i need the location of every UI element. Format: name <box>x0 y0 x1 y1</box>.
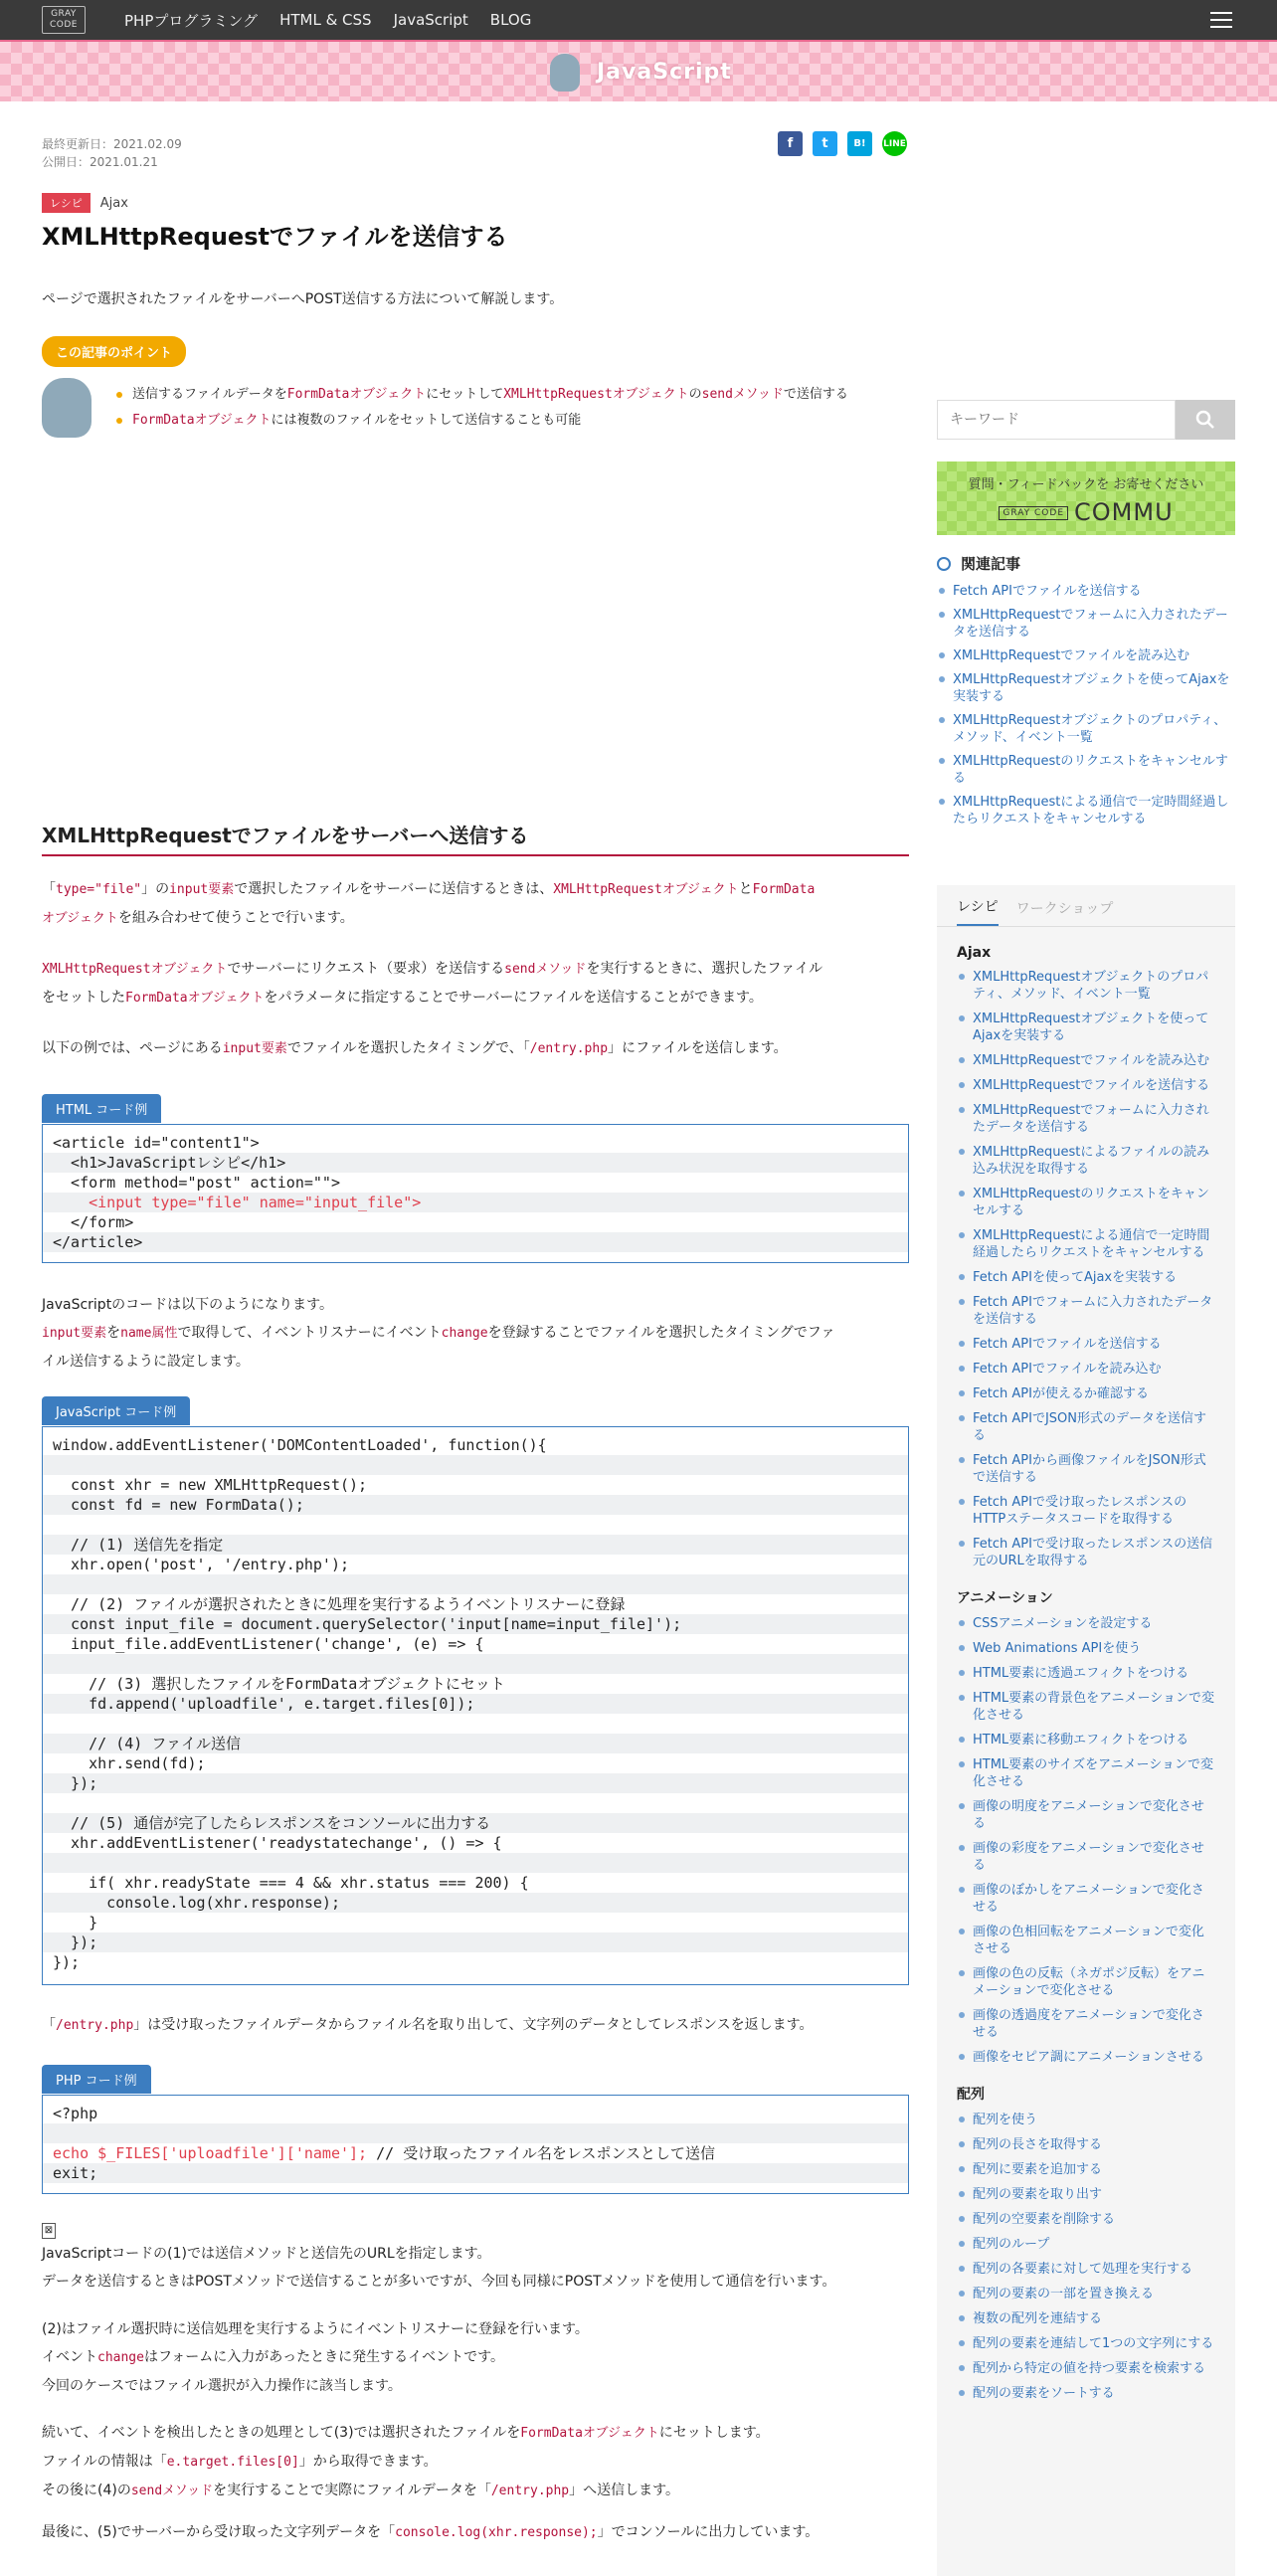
recipe-link[interactable]: 画像の色相回転をアニメーションで変化させる <box>957 1924 1215 1957</box>
recipe-link[interactable]: Fetch APIが使えるか確認する <box>957 1385 1215 1402</box>
related-item[interactable]: XMLHttpRequestによる通信で一定時間経過したらリクエストをキャンセルする <box>937 794 1235 828</box>
related-item[interactable]: XMLHttpRequestでファイルを読み込む <box>937 647 1235 664</box>
recipe-nav <box>937 885 1235 2576</box>
php-code-label: PHP コード例 <box>42 2065 151 2094</box>
recipe-link[interactable]: HTML要素に移動エフィクトをつける <box>957 1732 1215 1748</box>
related-title: 関連記事 <box>937 553 1020 574</box>
tab-workshop[interactable]: ワークショップ <box>1015 901 1114 917</box>
point-item: FormDataオブジェクトには複数のファイルをセットして送信することも可能 <box>116 408 848 434</box>
js-code-block: window.addEventListener('DOMContentLoaded', function(){ const xhr = new XMLHttpRequest(); const fd = new FormData(); // (1) 送信先を指定 xhr.open('post', '/entry.php'); // (2) ファイルが選択されたときに処理を実行するようイベントリスナーに登録 const input_file = document.querySelector('input[name=input_file]'); input_file.addEventListener('change', (e) => { // (3) 選択したファイルをFormDataオブジェクトにセット fd.append('uploadfile', e.target.files[0]); // (4) ファイル送信 xhr.send(fd); }); // (5) 通信が完了したらレスポンスをコンソールに出力する xhr.addEventListener('readystatechange', () => { if( xhr.readyState === 4 && xhr.status === 200) { console.log(xhr.response); } }); }); <box>42 1426 909 1985</box>
recipe-link[interactable]: HTML要素に透過エフィクトをつける <box>957 1665 1215 1682</box>
recipe-link[interactable]: Web Animations APIを使う <box>957 1640 1215 1657</box>
recipe-link[interactable]: 複数の配列を連結する <box>957 2310 1215 2327</box>
group-title: Ajax <box>957 945 992 961</box>
point-item: 送信するファイルデータをFormDataオブジェクトにセットしてXMLHttpRequestオブジェクトのsendメソッドで送信する <box>116 382 848 408</box>
search-button[interactable] <box>1176 400 1235 440</box>
recipe-link[interactable]: XMLHttpRequestのリクエストをキャンセルする <box>957 1186 1215 1219</box>
recipe-link[interactable]: 配列のループ <box>957 2236 1215 2253</box>
recipe-link[interactable]: HTML要素のサイズをアニメーションで変化させる <box>957 1756 1215 1790</box>
recipe-link[interactable]: XMLHttpRequestでフォームに入力されたデータを送信する <box>957 1102 1215 1136</box>
recipe-link[interactable]: 配列の要素を取り出す <box>957 2186 1215 2203</box>
point-label: この記事のポイント <box>42 336 186 367</box>
paragraph: XMLHttpRequestオブジェクトでサーバーにリクエスト（要求）を送信するsendメソッドを実行するときに、選択したファイル をセットしたFormDataオブジェクトをパラメータに指定することでサーバーにファイルを送信することができます。 <box>42 961 823 1006</box>
paragraph: 続いて、イベントを検出したときの処理として(3)では選択されたファイルをFormDataオブジェクトにセットします。 ファイルの情報は「e.target.files[0]」から取得できます。 その後に(4)のsendメソッドを実行することで実際にファイルデータを「/entry.php」へ送信します。 <box>42 2425 770 2498</box>
published-date: 公開日：2021.01.21 <box>42 155 158 169</box>
recipe-link[interactable]: XMLHttpRequestオブジェクトを使ってAjaxを実装する <box>957 1011 1215 1044</box>
recipe-link[interactable]: 画像の透過度をアニメーションで変化させる <box>957 2007 1215 2041</box>
article-intro: ページで選択されたファイルをサーバーへPOST送信する方法について解説します。 <box>42 291 564 307</box>
recipe-link[interactable]: 画像の彩度をアニメーションで変化させる <box>957 1840 1215 1874</box>
hippo-mascot-icon <box>550 54 580 92</box>
nav-html-css[interactable]: HTML & CSS <box>279 11 372 29</box>
recipe-group-animation <box>937 1587 1235 2066</box>
related-item[interactable]: XMLHttpRequestオブジェクトのプロパティ、メソッド、イベント一覧 <box>937 712 1235 746</box>
hatena-bookmark-icon[interactable]: B! <box>847 131 872 156</box>
broken-image-icon: ⊠ <box>42 2223 56 2239</box>
line-icon[interactable]: LINE <box>882 131 907 156</box>
html-code-block: <article id="content1"> <h1>JavaScriptレシピ</h1> <form method="post" action=""> <input type="file" name="input_file"> </form> </article> <box>42 1124 909 1263</box>
recipe-link[interactable]: Fetch APIから画像ファイルをJSON形式で送信する <box>957 1452 1215 1486</box>
recipe-link[interactable]: 配列の空要素を削除する <box>957 2211 1215 2228</box>
js-code-label: JavaScript コード例 <box>42 1396 190 1425</box>
group-title: 配列 <box>957 2087 985 2103</box>
article-category <box>42 193 128 213</box>
paragraph: (2)はファイル選択時に送信処理を実行するようにイベントリスナーに登録を行います。 イベントchangeはフォームに入力があったときに発生するイベントです。 今回のケースではファイル選択が入力操作に該当します。 <box>42 2321 589 2394</box>
related-item[interactable]: Fetch APIでファイルを送信する <box>937 583 1235 600</box>
recipe-link[interactable]: Fetch APIで受け取ったレスポンスのHTTPステータスコードを取得する <box>957 1494 1215 1528</box>
recipe-link[interactable]: 画像の色の反転（ネガポジ反転）をアニメーションで変化させる <box>957 1965 1215 1999</box>
recipe-group-ajax <box>937 945 1235 1569</box>
nav-javascript[interactable]: JavaScript <box>393 11 468 29</box>
circle-icon <box>937 557 951 571</box>
banner-title: JavaScript <box>597 60 732 85</box>
recipe-link[interactable]: Fetch APIでファイルを送信する <box>957 1336 1215 1353</box>
section-heading: XMLHttpRequestでファイルをサーバーへ送信する <box>42 820 909 856</box>
related-item[interactable]: XMLHttpRequestオブジェクトを使ってAjaxを実装する <box>937 671 1235 705</box>
recipe-link[interactable]: XMLHttpRequestによるファイルの読み込み状況を取得する <box>957 1144 1215 1178</box>
share-buttons <box>778 131 907 156</box>
recipe-link[interactable]: 画像をセピア調にアニメーションさせる <box>957 2049 1215 2066</box>
hamburger-menu-icon[interactable] <box>1210 12 1232 28</box>
paragraph: JavaScriptコードの(1)では送信メソッドと送信先のURLを指定します。 データを送信するときはPOSTメソッドで送信することが多いですが、今回も同様にPOSTメソッドを使用して通信を行います。 <box>42 2246 836 2290</box>
recipe-link[interactable]: Fetch APIを使ってAjaxを実装する <box>957 1269 1215 1286</box>
recipe-link[interactable]: Fetch APIでフォームに入力されたデータを送信する <box>957 1294 1215 1328</box>
site-logo[interactable]: GRAY CODE <box>42 6 86 34</box>
recipe-link[interactable]: Fetch APIでファイルを読み込む <box>957 1361 1215 1378</box>
commu-logo: GRAY CODE COMMU <box>937 498 1235 526</box>
recipe-link[interactable]: 画像の明度をアニメーションで変化させる <box>957 1798 1215 1832</box>
recipe-group-array <box>937 2084 1235 2402</box>
category-link[interactable]: Ajax <box>99 195 128 211</box>
recipe-link[interactable]: 配列に要素を追加する <box>957 2161 1215 2178</box>
recipe-link[interactable]: 配列の要素を連結して1つの文字列にする <box>957 2335 1215 2352</box>
category-banner <box>0 40 1277 101</box>
page-title: XMLHttpRequestでファイルを送信する <box>42 223 508 251</box>
twitter-icon[interactable]: t <box>813 131 837 156</box>
commu-banner[interactable] <box>937 461 1235 535</box>
paragraph: 最後に、(5)でサーバーから受け取った文字列データを「console.log(xhr.response);」でコンソールに出力しています。 <box>42 2524 820 2540</box>
nav-blog[interactable]: BLOG <box>489 11 532 29</box>
recipe-link[interactable]: HTML要素の背景色をアニメーションで変化させる <box>957 1690 1215 1724</box>
recipe-link[interactable]: 配列の要素の一部を置き換える <box>957 2286 1215 2302</box>
recipe-link[interactable]: XMLHttpRequestオブジェクトのプロパティ、メソッド、イベント一覧 <box>957 969 1215 1003</box>
recipe-link[interactable]: XMLHttpRequestでファイルを読み込む <box>957 1052 1215 1069</box>
recipe-badge: レシピ <box>42 193 91 213</box>
recipe-link[interactable]: 配列を使う <box>957 2112 1215 2128</box>
facebook-icon[interactable]: f <box>778 131 803 156</box>
php-code-block: <?php echo $_FILES['uploadfile']['name']; // 受け取ったファイル名をレスポンスとして送信 exit; <box>42 2095 909 2194</box>
related-item[interactable]: XMLHttpRequestでフォームに入力されたデータを送信する <box>937 607 1235 641</box>
related-list <box>937 583 1235 834</box>
paragraph: 「type="file"」のinput要素で選択したファイルをサーバーに送信するときは、XMLHttpRequestオブジェクトとFormData オブジェクトを組み合わせて使うことで行います。 <box>42 881 816 926</box>
recipe-link[interactable]: 配列の各要素に対して処理を実行する <box>957 2261 1215 2278</box>
html-code-label: HTML コード例 <box>42 1094 161 1123</box>
recipe-link[interactable]: 配列の長さを取得する <box>957 2136 1215 2153</box>
recipe-link[interactable]: Fetch APIでJSON形式のデータを送信する <box>957 1410 1215 1444</box>
recipe-link[interactable]: 配列から特定の値を持つ要素を検索する <box>957 2360 1215 2377</box>
search-form <box>937 400 1235 440</box>
recipe-link[interactable]: XMLHttpRequestでファイルを送信する <box>957 1077 1215 1094</box>
nav-php[interactable]: PHPプログラミング <box>124 11 259 30</box>
main-nav <box>124 0 531 40</box>
paragraph: JavaScriptのコードは以下のようになります。 input要素をname属性で取得して、イベントリスナーにイベントchangeを登録することでファイルを選択したタイミングでファ イル送信するように設定します。 <box>42 1297 835 1370</box>
article-dates <box>42 135 182 171</box>
commu-tagline: 質問・フィードバックを お寄せください <box>968 477 1204 492</box>
search-input[interactable] <box>937 400 1176 440</box>
recipe-link[interactable]: 画像のぼかしをアニメーションで変化させる <box>957 1882 1215 1916</box>
recipe-link[interactable]: Fetch APIで受け取ったレスポンスの送信元のURLを取得する <box>957 1536 1215 1569</box>
search-icon <box>1195 410 1215 430</box>
recipe-link[interactable]: XMLHttpRequestによる通信で一定時間経過したらリクエストをキャンセルする <box>957 1227 1215 1261</box>
top-navbar <box>0 0 1277 40</box>
related-item[interactable]: XMLHttpRequestのリクエストをキャンセルする <box>937 753 1235 787</box>
updated-date: 最終更新日：2021.02.09 <box>42 137 182 151</box>
recipe-link[interactable]: 配列の要素をソートする <box>957 2385 1215 2402</box>
group-title: アニメーション <box>957 1590 1053 1606</box>
paragraph: 「/entry.php」は受け取ったファイルデータからファイル名を取り出して、文字列のデータとしてレスポンスを返します。 <box>42 2017 814 2033</box>
paragraph: 以下の例では、ページにあるinput要素でファイルを選択したタイミングで、「/entry.php」にファイルを送信します。 <box>42 1040 788 1056</box>
hippo-mascot-icon <box>42 378 91 438</box>
tab-recipe[interactable]: レシピ <box>957 896 999 926</box>
recipe-link[interactable]: CSSアニメーションを設定する <box>957 1615 1215 1632</box>
